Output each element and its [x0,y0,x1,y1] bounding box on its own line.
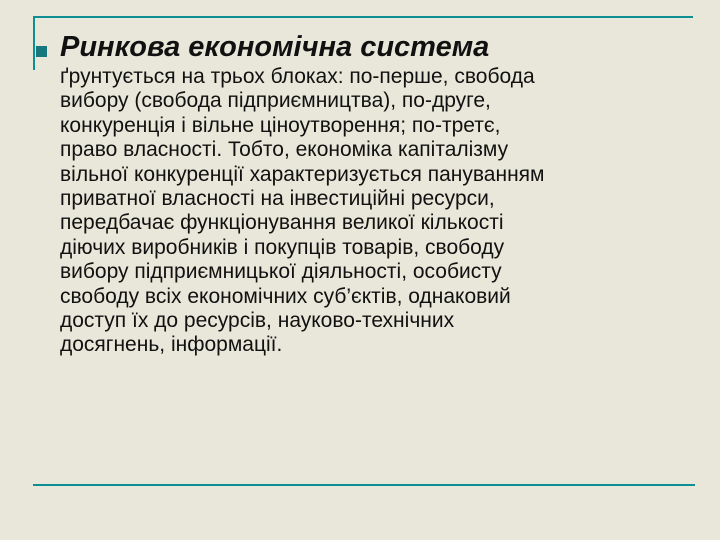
bottom-rule [33,484,695,486]
slide-body-text: ґрунтується на трьох блоках: по-перше, свобода вибору (свобода підприємництва), по-друге, конкуренція і вільне ціноутворення; по-третє, право власності. Тобто, економіка капіталізму вільної конкуренції характеризується пануванням приватної власності на інвестиційні ресурси, передбачає функціонування великої кількості діючих виробників і покупців товарів, свободу вибору підприємницької діяльності, особисту свободу всіх економічних суб’єктів, однаковий доступ їх до ресурсів, науково-технічних досягнень, інформації. [60,65,545,357]
slide-heading: Ринкова економічна система [60,31,490,63]
left-rule [33,16,35,70]
square-bullet-icon [36,46,47,57]
slide-content [36,30,696,358]
top-rule [33,16,693,18]
bullet-item [36,30,696,358]
